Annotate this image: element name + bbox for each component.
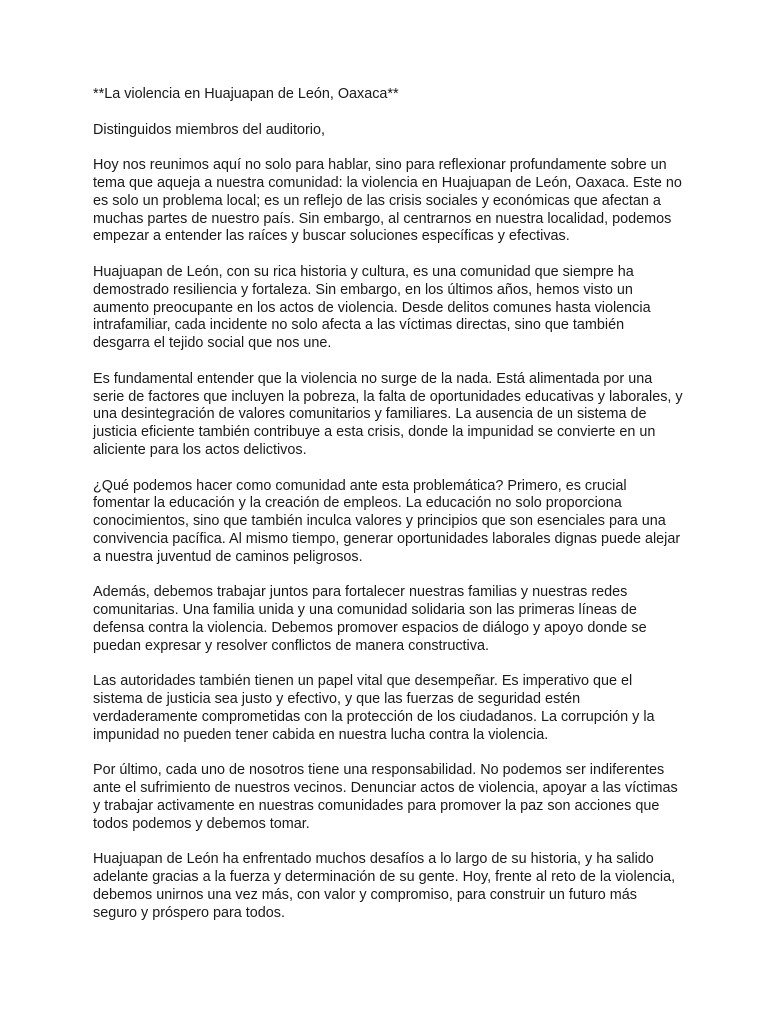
paragraph-1: Hoy nos reunimos aquí no solo para hablar, sino para reflexionar profundamente sobre un tema que aqueja a nuestra comunidad: la violencia en Huajuapan de León, Oaxaca. Este no es solo un problema local; es un reflejo de las crisis sociales y económicas que afectan a muchas partes de nuestro país. Sin embargo, al centrarnos en nuestra localidad, podemos empezar a entender las raíces y buscar soluciones específicas y efectivas. [93, 157, 682, 245]
paragraph-2: Huajuapan de León, con su rica historia y cultura, es una comunidad que siempre ha demostrado resiliencia y fortaleza. Sin embargo, en los últimos años, hemos visto un aumento preocupante en los actos de violencia. Desde delitos comunes hasta violencia intrafamiliar, cada incidente no solo afecta a las víctimas directas, sino que también desgarra el tejido social que nos une. [93, 263, 651, 352]
document-body [93, 86, 693, 940]
document-title: **La violencia en Huajuapan de León, Oaxaca** [93, 86, 399, 102]
paragraph-6: Las autoridades también tienen un papel vital que desempeñar. Es imperativo que el sistema de justicia sea justo y efectivo, y que las fuerzas de seguridad estén verdaderamente comprometidas con la protección de los ciudadanos. La corrupción y la impunidad no pueden tener cabida en nuestra lucha contra la violencia. [93, 673, 655, 743]
paragraph-4: ¿Qué podemos hacer como comunidad ante esta problemática? Primero, es crucial fomentar la educación y la creación de empleos. La educación no solo proporciona conocimientos, sino que también inculca valores y principios que son esenciales para una convivencia pacífica. Al mismo tiempo, generar oportunidades laborales dignas puede alejar a nuestra juventud de caminos peligrosos. [93, 477, 681, 565]
salutation: Distinguidos miembros del auditorio, [93, 121, 325, 138]
paragraph-7: Por último, cada uno de nosotros tiene una responsabilidad. No podemos ser indiferentes ante el sufrimiento de nuestros vecinos. Denunciar actos de violencia, apoyar a las víctimas y trabajar activamente en nuestras comunidades para promover la paz son acciones que todos podemos y debemos tomar. [93, 762, 678, 832]
paragraph-8: Huajuapan de León ha enfrentado muchos desafíos a lo largo de su historia, y ha salido adelante gracias a la fuerza y determinación de su gente. Hoy, frente al reto de la violencia, debemos unirnos una vez más, con valor y compromiso, para construir un futuro más seguro y próspero para todos. [93, 851, 676, 921]
paragraph-3: Es fundamental entender que la violencia no surge de la nada. Está alimentada por una serie de factores que incluyen la pobreza, la falta de oportunidades educativas y laborales, y una desintegración de valores comunitarios y familiares. La ausencia de un sistema de justicia eficiente también contribuye a esta crisis, donde la impunidad se convierte en un aliciente para los actos delictivos. [93, 370, 683, 458]
paragraph-5: Además, debemos trabajar juntos para fortalecer nuestras familias y nuestras redes comunitarias. Una familia unida y una comunidad solidaria son las primeras líneas de defensa contra la violencia. Debemos promover espacios de diálogo y apoyo donde se puedan expresar y resolver conflictos de manera constructiva. [93, 584, 647, 654]
